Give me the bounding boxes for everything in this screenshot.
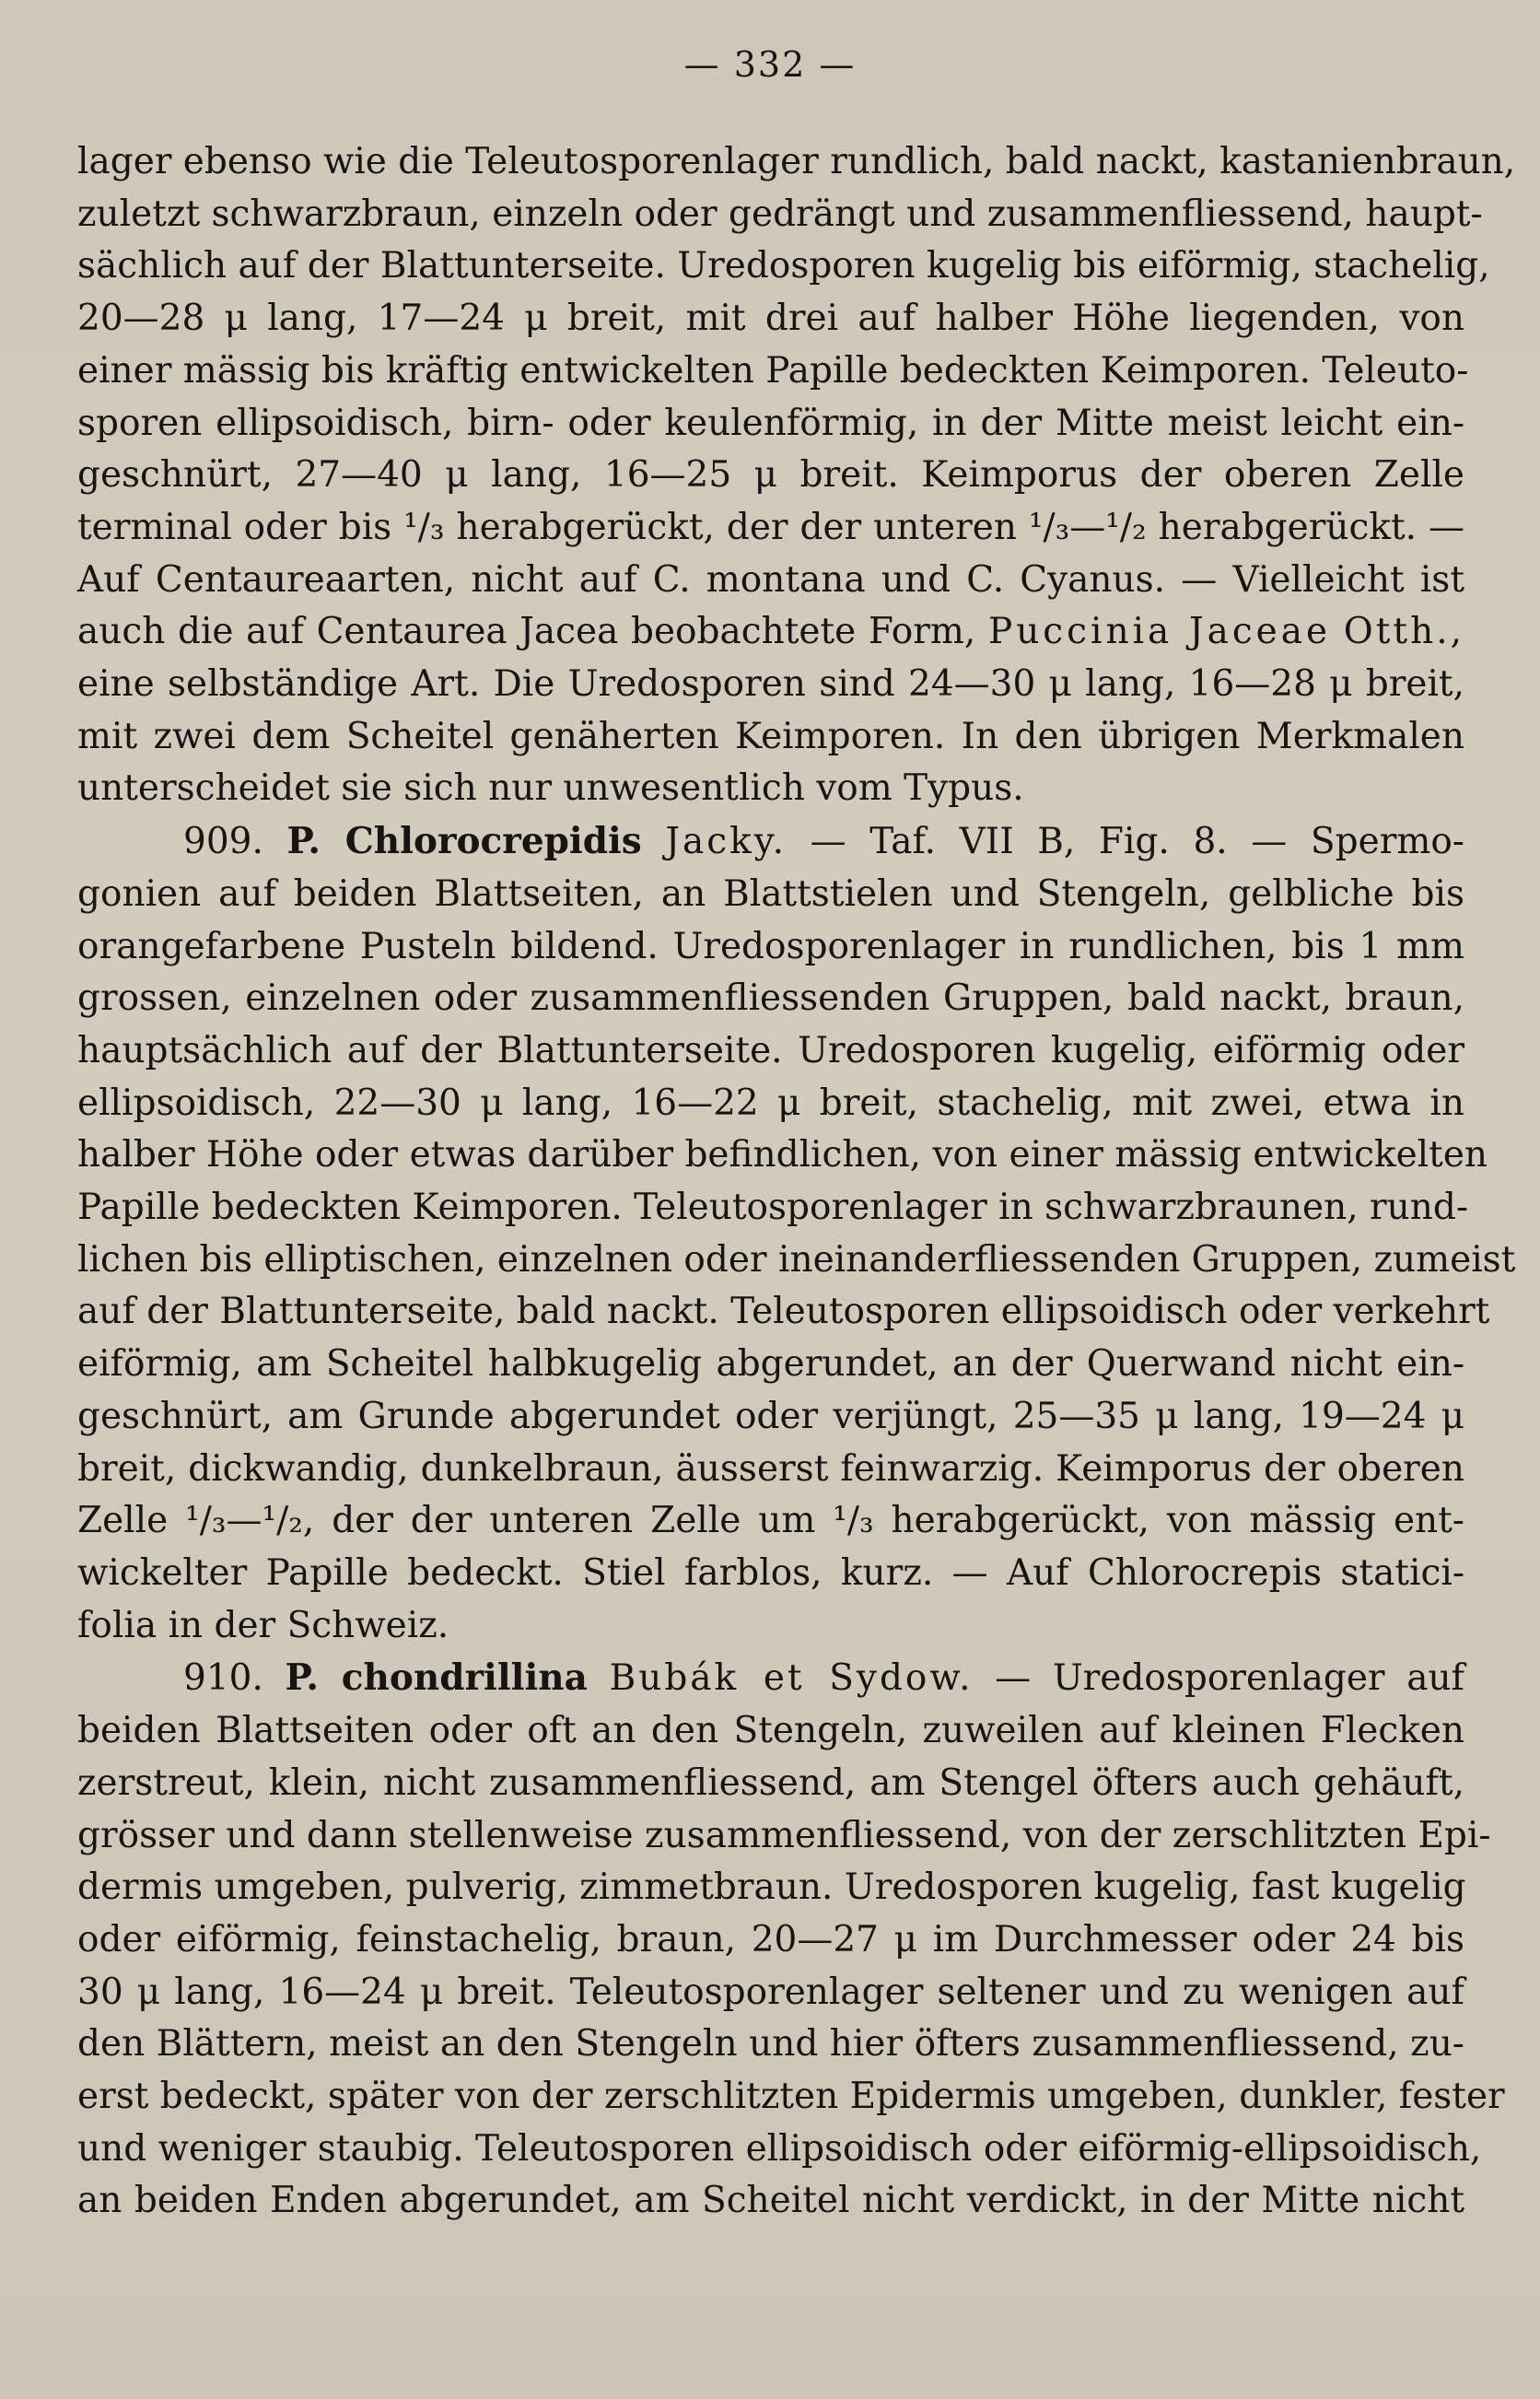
text-line: grossen, einzelnen oder zusammenfliessenden Gruppen, bald nackt, braun, [77,977,1464,1020]
text-segment: — Uredosporenlager auf [995,1657,1464,1700]
entry-910-heading [77,1652,1464,1705]
text-line: unterscheidet sie sich nur unwesentlich vom Typus. [77,767,1024,810]
text-line: Papille bedeckten Keimporen. Teleutosporenlager in schwarzbraunen, rund- [77,1187,1469,1229]
text-segment: — Taf. VII B, Fig. 8. — Spermo- [810,821,1464,863]
text-line: terminal oder bis ¹/₃ herabgerückt, der der unteren ¹/₃—¹/₂ herabgerückt. — [77,506,1464,548]
entry-909-heading [77,815,1464,869]
text-line: erst bedeckt, später von der zerschlitzten Epidermis umgeben, dunkler, fester [77,2076,1505,2118]
author-name: Jacky. [665,821,788,863]
text-line: mit zwei dem Scheitel genäherten Keimporen. In den übrigen Merkmalen [77,715,1464,757]
text-line: eine selbständige Art. Die Uredosporen sind 24—30 μ lang, 16—28 μ breit, [77,663,1464,706]
text-line: geschnürt, 27—40 μ lang, 16—25 μ breit. Keimporus der oberen Zelle [77,454,1464,497]
page-number: — 332 — [683,44,857,85]
text-line: sächlich auf der Blattunterseite. Uredosporen kugelig bis eiförmig, stachelig, [77,245,1490,287]
text-line: Auf Centaureaarten, nicht auf C. montana und C. Cyanus. — Vielleicht ist [77,558,1464,601]
text-line: 20—28 μ lang, 17—24 μ breit, mit drei auf halber Höhe liegenden, von [77,298,1464,340]
text-line: halber Höhe oder etwas darüber befindlichen, von einer mässig entwickelten [77,1134,1488,1176]
text-line: beiden Blattseiten oder oft an den Stengeln, zuweilen auf kleinen Flecken [77,1710,1464,1752]
text-line [77,606,1464,659]
text-line: zerstreut, klein, nicht zusammenfliessend, am Stengel öfters auch gehäuft, [77,1761,1464,1804]
text-line: dermis umgeben, pulverig, zimmetbraun. Uredosporen kugelig, fast kugelig [77,1867,1466,1909]
text-segment: auch die auf Centaurea Jacea beobachtete Form, [77,611,976,653]
text-line: zuletzt schwarzbraun, einzeln oder gedrängt und zusammenfliessend, haupt- [77,193,1483,235]
text-line: breit, dickwandig, dunkelbraun, äusserst feinwarzig. Keimporus der oberen [77,1447,1464,1490]
text-line: folia in der Schweiz. [77,1604,449,1646]
text-line: grösser und dann stellenweise zusammenfliessend, von der zerschlitzten Epi- [77,1814,1491,1856]
text-line: sporen ellipsoidisch, birn- oder keulenförmig, in der Mitte meist leicht ein- [77,402,1464,444]
author-citation: Otth., [1343,611,1464,653]
text-line: ellipsoidisch, 22—30 μ lang, 16—22 μ breit, stachelig, mit zwei, etwa in [77,1082,1464,1124]
text-line: und weniger staubig. Teleutosporen ellipsoidisch oder eiförmig-ellipsoidisch, [77,2127,1482,2170]
text-line: Zelle ¹/₃—¹/₂, der der unteren Zelle um ¹/₃ herabgerückt, von mässig ent- [77,1500,1464,1542]
text-line: geschnürt, am Grunde abgerundet oder verjüngt, 25—35 μ lang, 19—24 μ [77,1395,1464,1437]
text-line: 30 μ lang, 16—24 μ breit. Teleutosporenlager seltener und zu wenigen auf [77,1971,1464,2013]
text-line: orangefarbene Pusteln bildend. Uredosporenlager in rundlichen, bis 1 mm [77,925,1464,967]
text-line: lichen bis elliptischen, einzelnen oder ineinanderfliessenden Gruppen, zumeist [77,1238,1516,1281]
text-line: wickelter Papille bedeckt. Stiel farblos, kurz. — Auf Chlorocrepis statici- [77,1551,1464,1594]
species-name: P. Chlorocrepidis [286,820,642,863]
entry-number: 910. [183,1657,263,1700]
species-citation: Puccinia Jaceae [987,611,1332,653]
author-name: Bubák et Sydow. [609,1657,974,1700]
entry-number: 909. [183,821,263,863]
text-line: eiförmig, am Scheitel halbkugelig abgerundet, an der Querwand nicht ein- [77,1343,1464,1386]
text-line: auf der Blattunterseite, bald nackt. Teleutosporen ellipsoidisch oder verkehrt [77,1291,1490,1333]
text-line: den Blättern, meist an den Stengeln und hier öfters zusammenfliessend, zu- [77,2023,1464,2065]
text-line: an beiden Enden abgerundet, am Scheitel nicht verdickt, in der Mitte nicht [77,2180,1464,2222]
text-line: lager ebenso wie die Teleutosporenlager rundlich, bald nackt, kastanienbraun, [77,141,1516,182]
species-name: P. chondrillina [285,1656,588,1700]
body-text [77,136,1516,2228]
text-line: hauptsächlich auf der Blattunterseite. Uredosporen kugelig, eiförmig oder [77,1029,1464,1071]
text-line: gonien auf beiden Blattseiten, an Blattstielen und Stengeln, gelbliche bis [77,872,1464,915]
text-line: oder eiförmig, feinstachelig, braun, 20—27 μ im Durchmesser oder 24 bis [77,1918,1464,1960]
text-line: einer mässig bis kräftig entwickelten Papille bedeckten Keimporen. Teleuto- [77,349,1469,392]
